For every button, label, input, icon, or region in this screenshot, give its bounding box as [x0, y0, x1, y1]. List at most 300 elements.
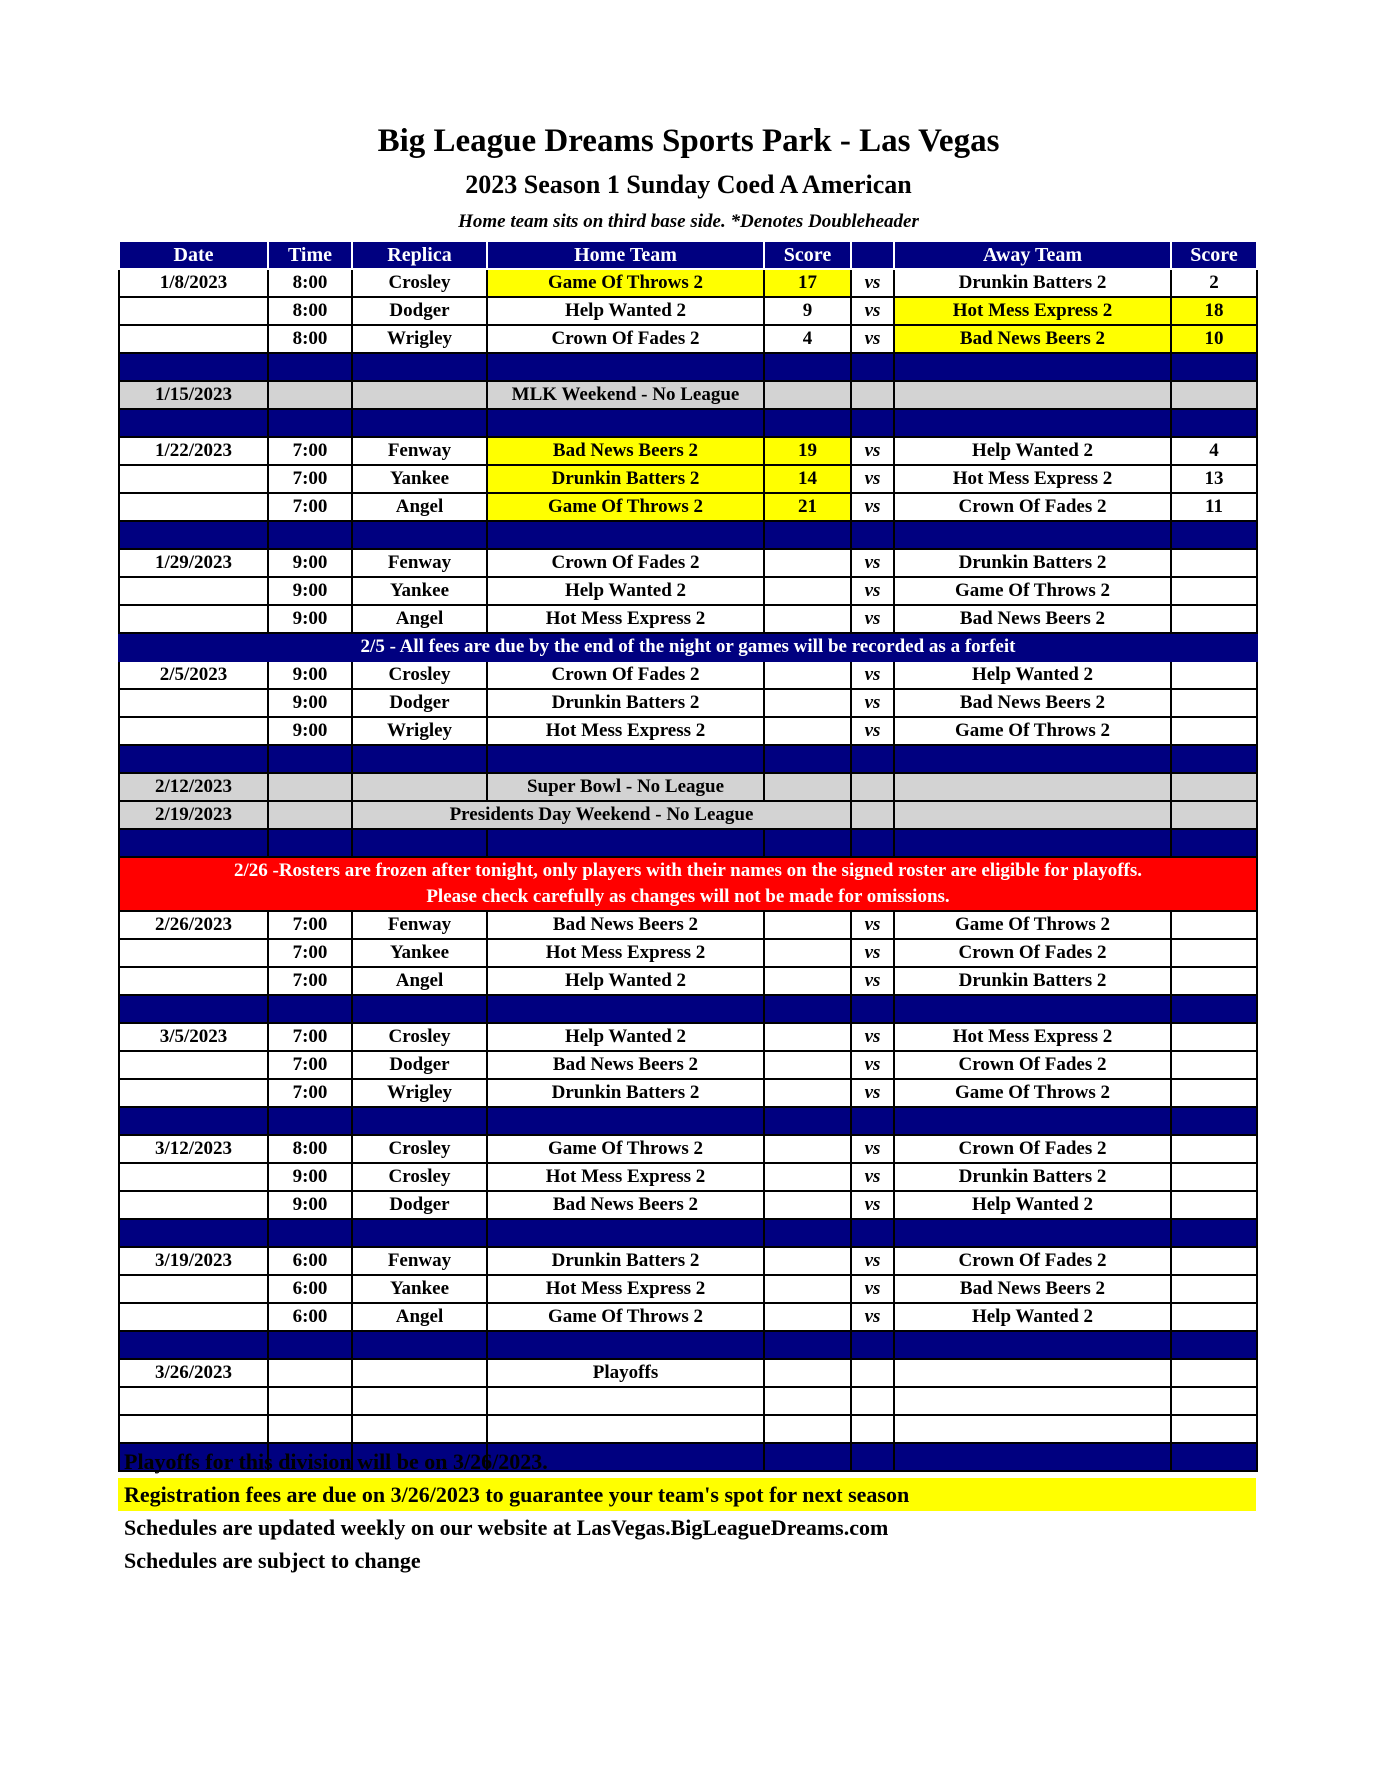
- date-cell: 1/8/2023: [119, 269, 268, 297]
- date-cell: [119, 689, 268, 717]
- roster-warning: [119, 857, 1257, 911]
- empty-cell: [352, 1387, 487, 1415]
- date-cell: 2/19/2023: [119, 801, 268, 829]
- replica-cell: Angel: [352, 493, 487, 521]
- vs-cell: vs: [851, 269, 894, 297]
- date-cell: [119, 297, 268, 325]
- time-cell: 9:00: [268, 661, 352, 689]
- away-score-cell: 10: [1171, 325, 1257, 353]
- vs-cell: vs: [851, 605, 894, 633]
- date-cell: 1/15/2023: [119, 381, 268, 409]
- header-row: [119, 241, 1257, 269]
- home-score-cell: [764, 1191, 851, 1219]
- away-score-cell: 11: [1171, 493, 1257, 521]
- empty-cell: [1171, 1415, 1257, 1443]
- away-score-cell: [1171, 1079, 1257, 1107]
- no-league-row: [119, 773, 1257, 801]
- date-cell: [119, 1079, 268, 1107]
- time-cell: 6:00: [268, 1303, 352, 1331]
- empty-cell: [851, 1359, 894, 1387]
- game-row: [119, 967, 1257, 995]
- separator-cell: [119, 409, 268, 437]
- replica-cell: [352, 773, 487, 801]
- time-cell: 7:00: [268, 437, 352, 465]
- replica-cell: Crosley: [352, 661, 487, 689]
- separator-cell: [1171, 829, 1257, 857]
- home-team-cell: Help Wanted 2: [487, 577, 764, 605]
- date-cell: 3/5/2023: [119, 1023, 268, 1051]
- away-team-cell: Crown Of Fades 2: [894, 1247, 1171, 1275]
- col-home-team-header: Home Team: [487, 241, 764, 269]
- empty-cell: [894, 773, 1171, 801]
- separator-cell: [764, 995, 851, 1023]
- replica-cell: Wrigley: [352, 717, 487, 745]
- separator-row: [119, 1107, 1257, 1135]
- date-cell: 1/22/2023: [119, 437, 268, 465]
- home-team-cell: Bad News Beers 2: [487, 911, 764, 939]
- home-team-cell: Hot Mess Express 2: [487, 717, 764, 745]
- game-row: [119, 1303, 1257, 1331]
- date-cell: [119, 939, 268, 967]
- separator-cell: [764, 353, 851, 381]
- empty-cell: [764, 1359, 851, 1387]
- separator-cell: [268, 1331, 352, 1359]
- home-score-cell: [764, 717, 851, 745]
- home-team-cell: Game Of Throws 2: [487, 269, 764, 297]
- empty-cell: [352, 1415, 487, 1443]
- home-team-cell: Crown Of Fades 2: [487, 325, 764, 353]
- col-vs-header: [851, 241, 894, 269]
- separator-cell: [119, 1331, 268, 1359]
- time-cell: 6:00: [268, 1247, 352, 1275]
- away-team-cell: Help Wanted 2: [894, 1191, 1171, 1219]
- home-team-cell: Drunkin Batters 2: [487, 465, 764, 493]
- away-score-cell: [1171, 1247, 1257, 1275]
- away-score-cell: [1171, 689, 1257, 717]
- empty-cell: [894, 1415, 1171, 1443]
- home-team-cell: Hot Mess Express 2: [487, 939, 764, 967]
- separator-cell: [119, 1107, 268, 1135]
- empty-cell: [487, 1415, 764, 1443]
- home-team-cell: Game Of Throws 2: [487, 1135, 764, 1163]
- replica-cell: Fenway: [352, 1247, 487, 1275]
- no-league-row: [119, 381, 1257, 409]
- vs-cell: vs: [851, 939, 894, 967]
- home-team-cell: Hot Mess Express 2: [487, 605, 764, 633]
- game-row: [119, 1191, 1257, 1219]
- away-score-cell: [1171, 1163, 1257, 1191]
- separator-cell: [894, 995, 1171, 1023]
- vs-cell: vs: [851, 1135, 894, 1163]
- replica-cell: Wrigley: [352, 325, 487, 353]
- away-score-cell: [1171, 605, 1257, 633]
- time-cell: 6:00: [268, 1275, 352, 1303]
- schedule-table: [118, 240, 1258, 1472]
- separator-cell: [268, 409, 352, 437]
- separator-cell: [268, 995, 352, 1023]
- away-team-cell: Bad News Beers 2: [894, 689, 1171, 717]
- separator-cell: [894, 409, 1171, 437]
- date-cell: 1/29/2023: [119, 549, 268, 577]
- empty-cell: [487, 1387, 764, 1415]
- game-row: [119, 297, 1257, 325]
- vs-cell: vs: [851, 325, 894, 353]
- away-score-cell: 2: [1171, 269, 1257, 297]
- replica-cell: Yankee: [352, 577, 487, 605]
- empty-cell: [119, 1415, 268, 1443]
- home-team-cell: Hot Mess Express 2: [487, 1163, 764, 1191]
- game-row: [119, 325, 1257, 353]
- replica-cell: Crosley: [352, 1023, 487, 1051]
- replica-cell: Yankee: [352, 465, 487, 493]
- away-team-cell: Drunkin Batters 2: [894, 967, 1171, 995]
- home-score-cell: [764, 1247, 851, 1275]
- date-cell: [119, 1051, 268, 1079]
- separator-cell: [352, 995, 487, 1023]
- away-team-cell: Game Of Throws 2: [894, 577, 1171, 605]
- empty-cell: [119, 1387, 268, 1415]
- time-cell: 8:00: [268, 1135, 352, 1163]
- vs-cell: vs: [851, 1163, 894, 1191]
- separator-cell: [1171, 1107, 1257, 1135]
- separator-cell: [894, 829, 1171, 857]
- away-team-cell: Drunkin Batters 2: [894, 269, 1171, 297]
- separator-cell: [352, 745, 487, 773]
- replica-cell: Angel: [352, 605, 487, 633]
- replica-cell: Angel: [352, 967, 487, 995]
- vs-cell: vs: [851, 1191, 894, 1219]
- separator-cell: [268, 1219, 352, 1247]
- empty-cell: [764, 1415, 851, 1443]
- home-team-cell: Bad News Beers 2: [487, 1191, 764, 1219]
- fees-notice-row: [119, 633, 1257, 661]
- separator-cell: [1171, 353, 1257, 381]
- separator-cell: [1171, 745, 1257, 773]
- away-team-cell: Crown Of Fades 2: [894, 1135, 1171, 1163]
- game-row: [119, 549, 1257, 577]
- date-cell: [119, 325, 268, 353]
- home-score-cell: [764, 549, 851, 577]
- home-team-cell: Drunkin Batters 2: [487, 1079, 764, 1107]
- away-team-cell: Hot Mess Express 2: [894, 297, 1171, 325]
- home-score-cell: [764, 1163, 851, 1191]
- time-cell: 7:00: [268, 967, 352, 995]
- separator-cell: [764, 745, 851, 773]
- separator-cell: [851, 409, 894, 437]
- time-cell: 9:00: [268, 605, 352, 633]
- date-cell: 2/12/2023: [119, 773, 268, 801]
- home-score-cell: 4: [764, 325, 851, 353]
- date-cell: [119, 1191, 268, 1219]
- time-cell: 9:00: [268, 717, 352, 745]
- roster-warning-line-1: 2/26 -Rosters are frozen after tonight, only players with their names on the signed roster are eligible for playoffs.: [233, 860, 1143, 881]
- playoffs-note: Playoffs for this division will be on 3/26/2023.: [124, 1449, 548, 1474]
- game-row: [119, 1135, 1257, 1163]
- home-score-cell: [764, 939, 851, 967]
- separator-cell: [851, 745, 894, 773]
- date-cell: [119, 967, 268, 995]
- separator-cell: [894, 1107, 1171, 1135]
- separator-cell: [851, 1331, 894, 1359]
- date-cell: [119, 717, 268, 745]
- separator-row: [119, 745, 1257, 773]
- fees-notice: 2/5 - All fees are due by the end of the night or games will be recorded as a forfeit: [119, 633, 1257, 661]
- replica-cell: Crosley: [352, 1163, 487, 1191]
- away-team-cell: Bad News Beers 2: [894, 1275, 1171, 1303]
- away-score-cell: 18: [1171, 297, 1257, 325]
- separator-cell: [894, 521, 1171, 549]
- time-cell: 8:00: [268, 297, 352, 325]
- away-team-cell: Help Wanted 2: [894, 437, 1171, 465]
- separator-cell: [352, 1331, 487, 1359]
- home-score-cell: [764, 1079, 851, 1107]
- home-team-cell: Drunkin Batters 2: [487, 1247, 764, 1275]
- separator-cell: [487, 1219, 764, 1247]
- separator-cell: [1171, 995, 1257, 1023]
- date-cell: [119, 1275, 268, 1303]
- empty-cell: [268, 1387, 352, 1415]
- separator-cell: [352, 829, 487, 857]
- separator-cell: [764, 1107, 851, 1135]
- time-cell: 9:00: [268, 689, 352, 717]
- game-row: [119, 1023, 1257, 1051]
- separator-cell: [487, 521, 764, 549]
- vs-cell: vs: [851, 1303, 894, 1331]
- time-cell: 7:00: [268, 939, 352, 967]
- game-row: [119, 1051, 1257, 1079]
- separator-cell: [851, 353, 894, 381]
- separator-cell: [894, 745, 1171, 773]
- date-cell: [119, 1163, 268, 1191]
- game-row: [119, 661, 1257, 689]
- home-score-cell: [764, 661, 851, 689]
- registration-note: Registration fees are due on 3/26/2023 to guarantee your team's spot for next season: [118, 1478, 1256, 1511]
- separator-cell: [119, 995, 268, 1023]
- game-row: [119, 717, 1257, 745]
- vs-cell: vs: [851, 1051, 894, 1079]
- away-team-cell: Bad News Beers 2: [894, 325, 1171, 353]
- date-cell: [119, 605, 268, 633]
- game-row: [119, 939, 1257, 967]
- separator-cell: [764, 1219, 851, 1247]
- home-score-cell: [764, 1303, 851, 1331]
- separator-cell: [487, 829, 764, 857]
- separator-row: [119, 353, 1257, 381]
- vs-cell: vs: [851, 967, 894, 995]
- date-cell: [119, 493, 268, 521]
- separator-cell: [352, 409, 487, 437]
- home-team-cell: Drunkin Batters 2: [487, 689, 764, 717]
- time-cell: [268, 1359, 352, 1387]
- replica-cell: Yankee: [352, 939, 487, 967]
- home-team-cell: Bad News Beers 2: [487, 437, 764, 465]
- empty-cell: [764, 773, 851, 801]
- separator-cell: [894, 1331, 1171, 1359]
- separator-cell: [268, 353, 352, 381]
- date-cell: 2/26/2023: [119, 911, 268, 939]
- roster-warning-line-2: Please check carefully as changes will not be made for omissions.: [426, 886, 950, 907]
- playoffs-row: [119, 1359, 1257, 1387]
- away-team-cell: Help Wanted 2: [894, 661, 1171, 689]
- time-cell: [268, 773, 352, 801]
- game-row: [119, 605, 1257, 633]
- separator-cell: [851, 1219, 894, 1247]
- home-score-cell: [764, 1135, 851, 1163]
- home-team-cell: Help Wanted 2: [487, 967, 764, 995]
- home-team-cell: Help Wanted 2: [487, 297, 764, 325]
- away-team-cell: Help Wanted 2: [894, 1303, 1171, 1331]
- blank-row: [119, 1387, 1257, 1415]
- time-cell: 7:00: [268, 1079, 352, 1107]
- time-cell: 9:00: [268, 1163, 352, 1191]
- col-away-team-header: Away Team: [894, 241, 1171, 269]
- separator-cell: [894, 353, 1171, 381]
- empty-cell: [1171, 1387, 1257, 1415]
- empty-cell: [851, 801, 894, 829]
- replica-cell: Yankee: [352, 1275, 487, 1303]
- separator-row: [119, 1219, 1257, 1247]
- away-score-cell: [1171, 1275, 1257, 1303]
- empty-cell: [764, 1387, 851, 1415]
- replica-cell: Crosley: [352, 269, 487, 297]
- separator-cell: [1171, 409, 1257, 437]
- time-cell: 7:00: [268, 493, 352, 521]
- separator-cell: [268, 829, 352, 857]
- playoffs-label: Playoffs: [487, 1359, 764, 1387]
- separator-cell: [764, 409, 851, 437]
- page-title: Big League Dreams Sports Park - Las Vegas: [377, 123, 1000, 159]
- vs-cell: vs: [851, 577, 894, 605]
- no-league-row: [119, 801, 1257, 829]
- home-team-cell: Game Of Throws 2: [487, 1303, 764, 1331]
- away-score-cell: [1171, 1303, 1257, 1331]
- separator-row: [119, 1331, 1257, 1359]
- away-team-cell: Crown Of Fades 2: [894, 939, 1171, 967]
- separator-row: [119, 409, 1257, 437]
- away-score-cell: [1171, 1191, 1257, 1219]
- separator-cell: [894, 1219, 1171, 1247]
- home-score-cell: 14: [764, 465, 851, 493]
- subject-to-change-note: Schedules are subject to change: [124, 1548, 421, 1573]
- date-cell: [119, 577, 268, 605]
- time-cell: 7:00: [268, 1051, 352, 1079]
- no-league-label: Presidents Day Weekend - No League: [352, 801, 851, 829]
- separator-cell: [487, 1107, 764, 1135]
- empty-cell: [764, 381, 851, 409]
- vs-cell: vs: [851, 661, 894, 689]
- game-row: [119, 1079, 1257, 1107]
- vs-cell: vs: [851, 1275, 894, 1303]
- empty-cell: [894, 1359, 1171, 1387]
- time-cell: 9:00: [268, 549, 352, 577]
- separator-row: [119, 995, 1257, 1023]
- away-score-cell: [1171, 577, 1257, 605]
- game-row: [119, 911, 1257, 939]
- away-team-cell: Drunkin Batters 2: [894, 549, 1171, 577]
- separator-row: [119, 521, 1257, 549]
- game-row: [119, 493, 1257, 521]
- separator-cell: [487, 353, 764, 381]
- no-league-label: Super Bowl - No League: [487, 773, 764, 801]
- separator-cell: [268, 745, 352, 773]
- away-score-cell: [1171, 1051, 1257, 1079]
- away-team-cell: Crown Of Fades 2: [894, 1051, 1171, 1079]
- separator-cell: [487, 409, 764, 437]
- separator-row: [119, 829, 1257, 857]
- home-score-cell: [764, 605, 851, 633]
- empty-cell: [1171, 801, 1257, 829]
- separator-cell: [119, 1219, 268, 1247]
- away-score-cell: [1171, 1023, 1257, 1051]
- col-date-header: Date: [119, 241, 268, 269]
- separator-cell: [1171, 1331, 1257, 1359]
- time-cell: 7:00: [268, 465, 352, 493]
- date-cell: 3/26/2023: [119, 1359, 268, 1387]
- away-team-cell: Game Of Throws 2: [894, 911, 1171, 939]
- away-team-cell: Game Of Throws 2: [894, 717, 1171, 745]
- time-cell: 8:00: [268, 269, 352, 297]
- date-cell: 3/19/2023: [119, 1247, 268, 1275]
- separator-cell: [487, 745, 764, 773]
- separator-cell: [119, 521, 268, 549]
- game-row: [119, 269, 1257, 297]
- game-row: [119, 1275, 1257, 1303]
- vs-cell: vs: [851, 911, 894, 939]
- separator-cell: [1171, 1219, 1257, 1247]
- separator-cell: [487, 995, 764, 1023]
- date-cell: 2/5/2023: [119, 661, 268, 689]
- time-cell: [268, 381, 352, 409]
- home-team-cell: Hot Mess Express 2: [487, 1275, 764, 1303]
- footer-notes: [118, 1445, 1256, 1577]
- separator-cell: [851, 829, 894, 857]
- col-replica-header: Replica: [352, 241, 487, 269]
- empty-cell: [1171, 1359, 1257, 1387]
- home-score-cell: [764, 1051, 851, 1079]
- separator-cell: [268, 521, 352, 549]
- time-cell: 7:00: [268, 1023, 352, 1051]
- home-team-cell: Help Wanted 2: [487, 1023, 764, 1051]
- away-team-cell: Hot Mess Express 2: [894, 465, 1171, 493]
- vs-cell: vs: [851, 689, 894, 717]
- empty-cell: [1171, 773, 1257, 801]
- empty-cell: [894, 801, 1171, 829]
- home-score-cell: [764, 1275, 851, 1303]
- replica-cell: Dodger: [352, 1191, 487, 1219]
- empty-cell: [268, 1415, 352, 1443]
- roster-warning-row: [119, 857, 1257, 911]
- game-row: [119, 1163, 1257, 1191]
- home-score-cell: 19: [764, 437, 851, 465]
- separator-cell: [119, 829, 268, 857]
- vs-cell: vs: [851, 437, 894, 465]
- replica-cell: Dodger: [352, 297, 487, 325]
- away-team-cell: Bad News Beers 2: [894, 605, 1171, 633]
- empty-cell: [851, 381, 894, 409]
- separator-cell: [119, 745, 268, 773]
- home-score-cell: [764, 911, 851, 939]
- separator-cell: [352, 353, 487, 381]
- separator-cell: [764, 1331, 851, 1359]
- away-score-cell: [1171, 939, 1257, 967]
- away-team-cell: Crown Of Fades 2: [894, 493, 1171, 521]
- home-team-cell: Bad News Beers 2: [487, 1051, 764, 1079]
- vs-cell: vs: [851, 549, 894, 577]
- replica-cell: Dodger: [352, 1051, 487, 1079]
- separator-cell: [352, 521, 487, 549]
- replica-cell: Fenway: [352, 549, 487, 577]
- no-league-label: MLK Weekend - No League: [487, 381, 764, 409]
